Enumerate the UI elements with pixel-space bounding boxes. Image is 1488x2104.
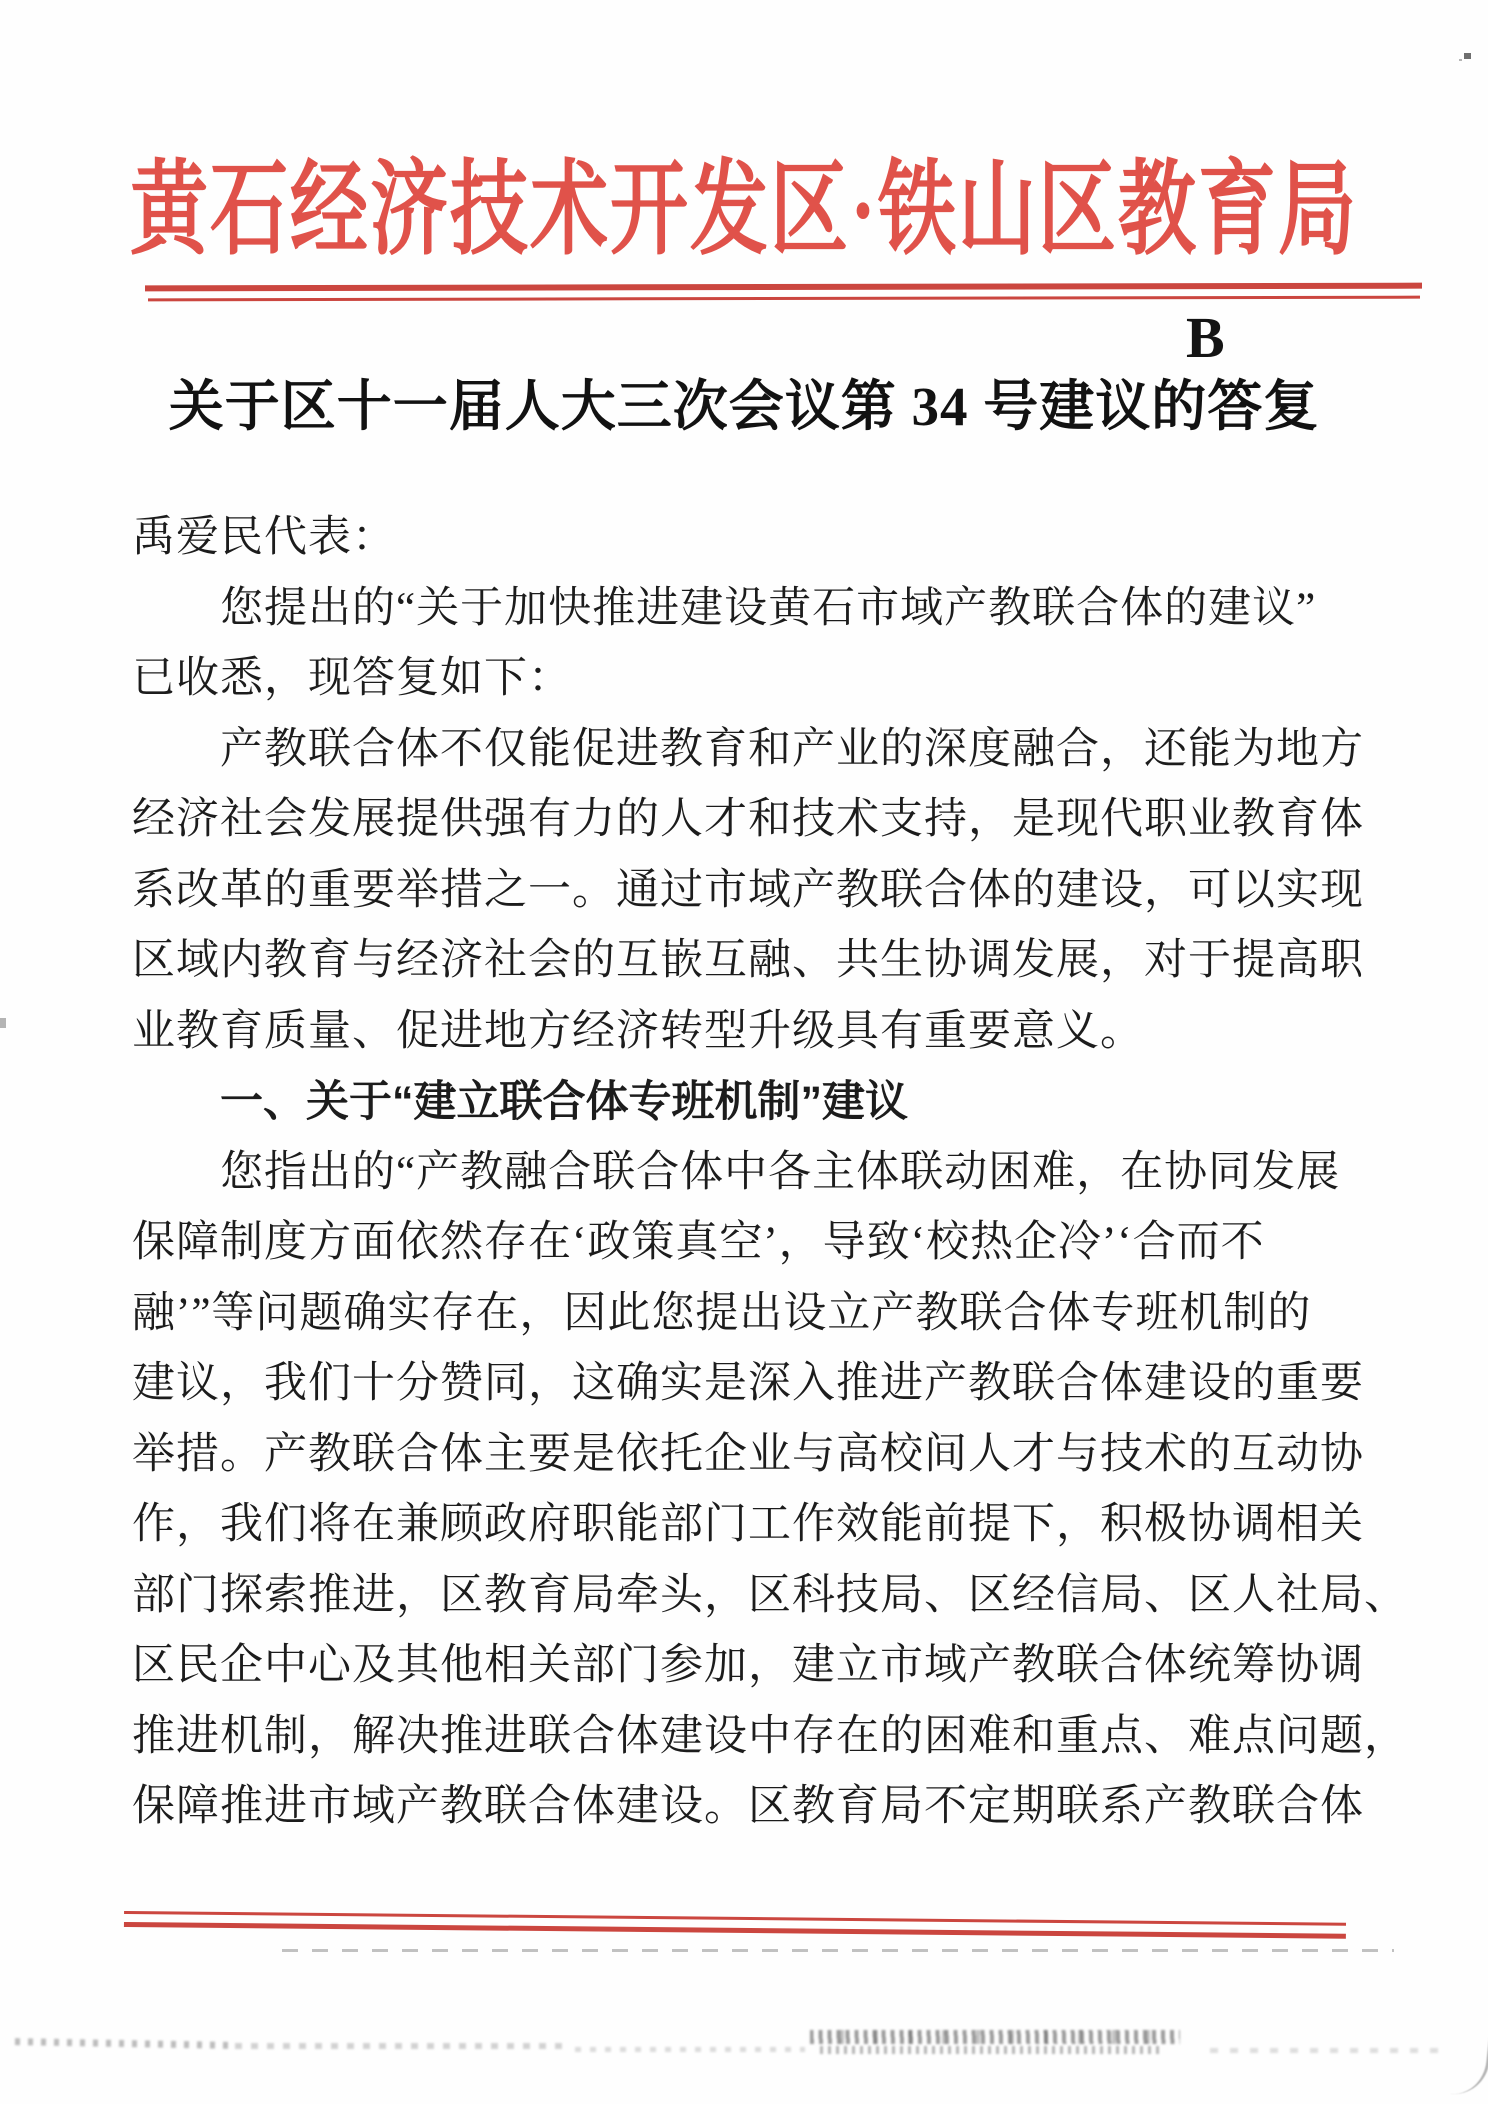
document-body — [132, 503, 1408, 1843]
body-line: 已收悉，现答复如下： — [132, 655, 572, 702]
scan-noise — [820, 2046, 1160, 2054]
body-line: 您提出的“关于加快推进建设黄石市域产教联合体的建议” — [220, 584, 1317, 632]
letterhead-rule-thin — [148, 296, 1420, 302]
agency-letterhead: 黄石经济技术开发区·铁山区教育局 — [129, 151, 1358, 267]
scan-noise — [15, 2038, 230, 2049]
section-heading-line: 一、关于“建立联合体专班机制”建议 — [220, 1078, 908, 1126]
body-line: 建议，我们十分赞同，这确实是深入推进产教联合体建设的重要 — [132, 1360, 1364, 1407]
body-line: 禹爱民代表： — [132, 514, 396, 561]
scan-page-edge — [282, 1949, 1394, 1952]
document-title: 关于区十一届人大三次会议第 34 号建议的答复 — [168, 376, 1320, 437]
scan-speck — [1464, 53, 1471, 59]
footer-rule-group — [124, 1911, 1346, 1939]
body-line: 区域内教育与经济社会的互嵌互融、共生协调发展，对于提高职 — [132, 937, 1364, 984]
scan-noise — [810, 2030, 1180, 2044]
letterhead-rule-thick — [145, 283, 1422, 292]
body-line: 业教育质量、促进地方经济转型升级具有重要意义。 — [132, 1007, 1144, 1055]
body-line: 部门探索推进，区教育局牵头，区科技局、区经信局、区人社局、 — [132, 1571, 1408, 1619]
body-line: 系改革的重要举措之一。通过市域产教联合体的建设，可以实现 — [132, 866, 1364, 914]
body-line: 举措。产教联合体主要是依托企业与高校间人才与技术的互动协 — [132, 1430, 1364, 1478]
body-line: 作，我们将在兼顾政府职能部门工作效能前提下，积极协调相关 — [132, 1501, 1364, 1548]
body-line: 融’”等问题确实存在，因此您提出设立产教联合体专班机制的 — [132, 1289, 1312, 1337]
body-line: 推进机制，解决推进联合体建设中存在的困难和重点、难点问题， — [132, 1712, 1408, 1760]
body-line: 区民企中心及其他相关部门参加，建立市域产教联合体统筹协调 — [132, 1642, 1364, 1689]
scan-speck — [0, 1018, 6, 1028]
scan-noise — [235, 2043, 565, 2049]
scan-noise — [1449, 2030, 1488, 2098]
scan-noise — [1210, 2048, 1450, 2053]
body-line: 您指出的“产教融合联合体中各主体联动困难，在协同发展 — [220, 1148, 1341, 1196]
body-line: 保障制度方面依然存在‘政策真空’，导致‘校热企冷’‘合而不 — [132, 1219, 1265, 1266]
reply-category-mark: B — [1186, 305, 1225, 370]
scan-noise — [575, 2047, 805, 2052]
body-line: 经济社会发展提供强有力的人才和技术支持，是现代职业教育体 — [132, 796, 1364, 843]
body-line: 产教联合体不仅能促进教育和产业的深度融合，还能为地方 — [220, 725, 1364, 773]
body-line: 保障推进市域产教联合体建设。区教育局不定期联系产教联合体 — [132, 1783, 1364, 1830]
